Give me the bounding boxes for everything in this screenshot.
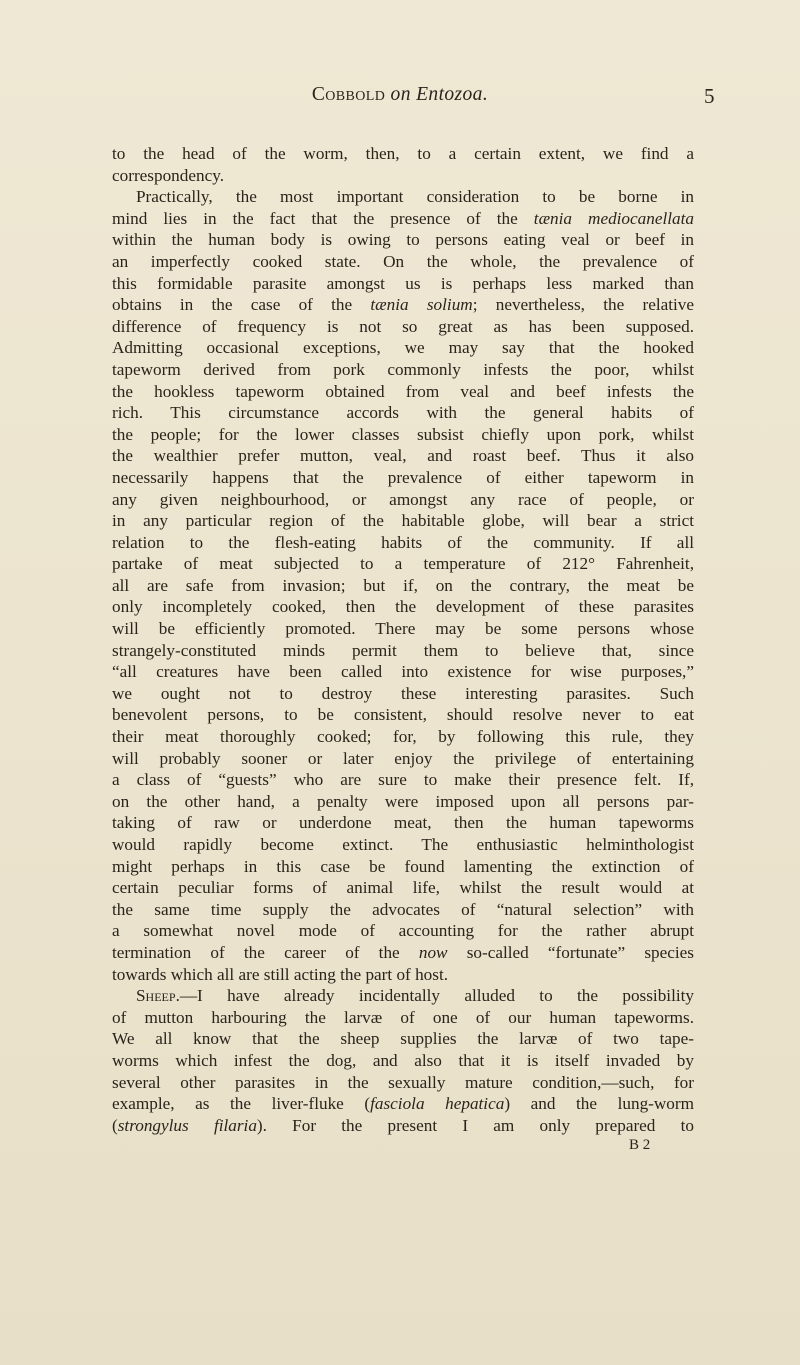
text-line: the wealthier prefer mutton, veal, and roast beef. Thus it also — [112, 446, 694, 466]
signature-mark: B 2 — [629, 1137, 651, 1154]
text-line: this formidable parasite amongst us is perhaps less marked than — [112, 273, 694, 293]
text-line: the hookless tapeworm obtained from veal and beef infests the — [112, 381, 694, 401]
text-line: we ought not to destroy these interesting parasites. Such — [112, 683, 694, 703]
body-text — [112, 143, 694, 1154]
text-line: termination of the career of the now so-called “fortunate” species — [112, 942, 694, 962]
text-line: relation to the flesh-eating habits of the community. If all — [112, 532, 694, 552]
text-line: taking of raw or underdone meat, then the human tapeworms — [112, 813, 694, 833]
text-line: correspondency. — [112, 165, 224, 185]
text-line: the people; for the lower classes subsist chiefly upon pork, whilst — [112, 424, 694, 444]
text-line: example, as the liver-fluke (fasciola hepatica) and the lung-worm — [112, 1094, 694, 1114]
text-line: within the human body is owing to persons eating veal or beef in — [112, 230, 694, 250]
text-line: a somewhat novel mode of accounting for the rather abrupt — [112, 921, 694, 941]
running-title-subject: on Entozoa. — [385, 84, 489, 105]
text-line: necessarily happens that the prevalence of either tapeworm in — [112, 467, 694, 487]
text-line: on the other hand, a penalty were imposed upon all persons par- — [112, 791, 694, 811]
text-line: Practically, the most important consideration to be borne in — [136, 187, 694, 207]
text-line: a class of “guests” who are sure to make their presence felt. If, — [112, 770, 694, 790]
text-line: the same time supply the advocates of “natural selection” with — [112, 899, 694, 919]
text-line: rich. This circumstance accords with the general habits of — [112, 403, 694, 423]
text-line: Sheep.—I have already incidentally alluded to the possibility — [136, 986, 694, 1006]
text-line: to the head of the worm, then, to a certain extent, we find a — [112, 144, 694, 163]
running-head — [0, 84, 800, 112]
text-line: mind lies in the fact that the presence of the tænia mediocanellata — [112, 208, 694, 228]
text-line: an imperfectly cooked state. On the whole, the prevalence of — [112, 251, 694, 271]
text-line: all are safe from invasion; but if, on the contrary, the meat be — [112, 575, 694, 595]
text-line: strangely-constituted minds permit them to believe that, since — [112, 640, 694, 660]
text-line: certain peculiar forms of animal life, whilst the result would at — [112, 878, 694, 898]
text-line: Admitting occasional exceptions, we may say that the hooked — [112, 338, 694, 358]
text-line: of mutton harbouring the larvæ of one of our human tapeworms. — [112, 1007, 694, 1027]
text-line: We all know that the sheep supplies the larvæ of two tape- — [112, 1029, 694, 1049]
text-line: will probably sooner or later enjoy the privilege of entertaining — [112, 748, 694, 768]
running-title-author: Cobbold — [311, 84, 386, 105]
text-line: towards which all are still acting the part of host. — [112, 964, 449, 984]
text-line: only incompletely cooked, then the development of these parasites — [112, 597, 694, 617]
text-line: worms which infest the dog, and also that it is itself invaded by — [112, 1050, 694, 1070]
text-line: several other parasites in the sexually mature condition,—such, for — [112, 1072, 694, 1092]
text-line: would rapidly become extinct. The enthusiastic helminthologist — [112, 835, 694, 854]
page-number: 5 — [704, 84, 715, 108]
text-line: partake of meat subjected to a temperature of 212° Fahrenheit, — [112, 554, 694, 574]
text-line: might perhaps in this case be found lamenting the extinction of — [112, 856, 694, 876]
text-line: in any particular region of the habitable globe, will bear a strict — [112, 511, 694, 531]
text-line: their meat thoroughly cooked; for, by following this rule, they — [112, 727, 694, 747]
text-line: tapeworm derived from pork commonly infests the poor, whilst — [112, 359, 694, 379]
text-line: “all creatures have been called into existence for wise purposes,” — [112, 662, 694, 682]
running-title — [0, 84, 800, 106]
text-line: benevolent persons, to be consistent, should resolve never to eat — [112, 705, 694, 725]
text-line: difference of frequency is not so great as has been supposed. — [112, 316, 694, 336]
text-line: any given neighbourhood, or amongst any race of people, or — [112, 489, 694, 509]
text-line: will be efficiently promoted. There may be some persons whose — [112, 619, 694, 639]
text-line: (strongylus filaria). For the present I am only prepared to — [112, 1115, 694, 1135]
text-line: obtains in the case of the tænia solium; nevertheless, the relative — [112, 295, 694, 315]
